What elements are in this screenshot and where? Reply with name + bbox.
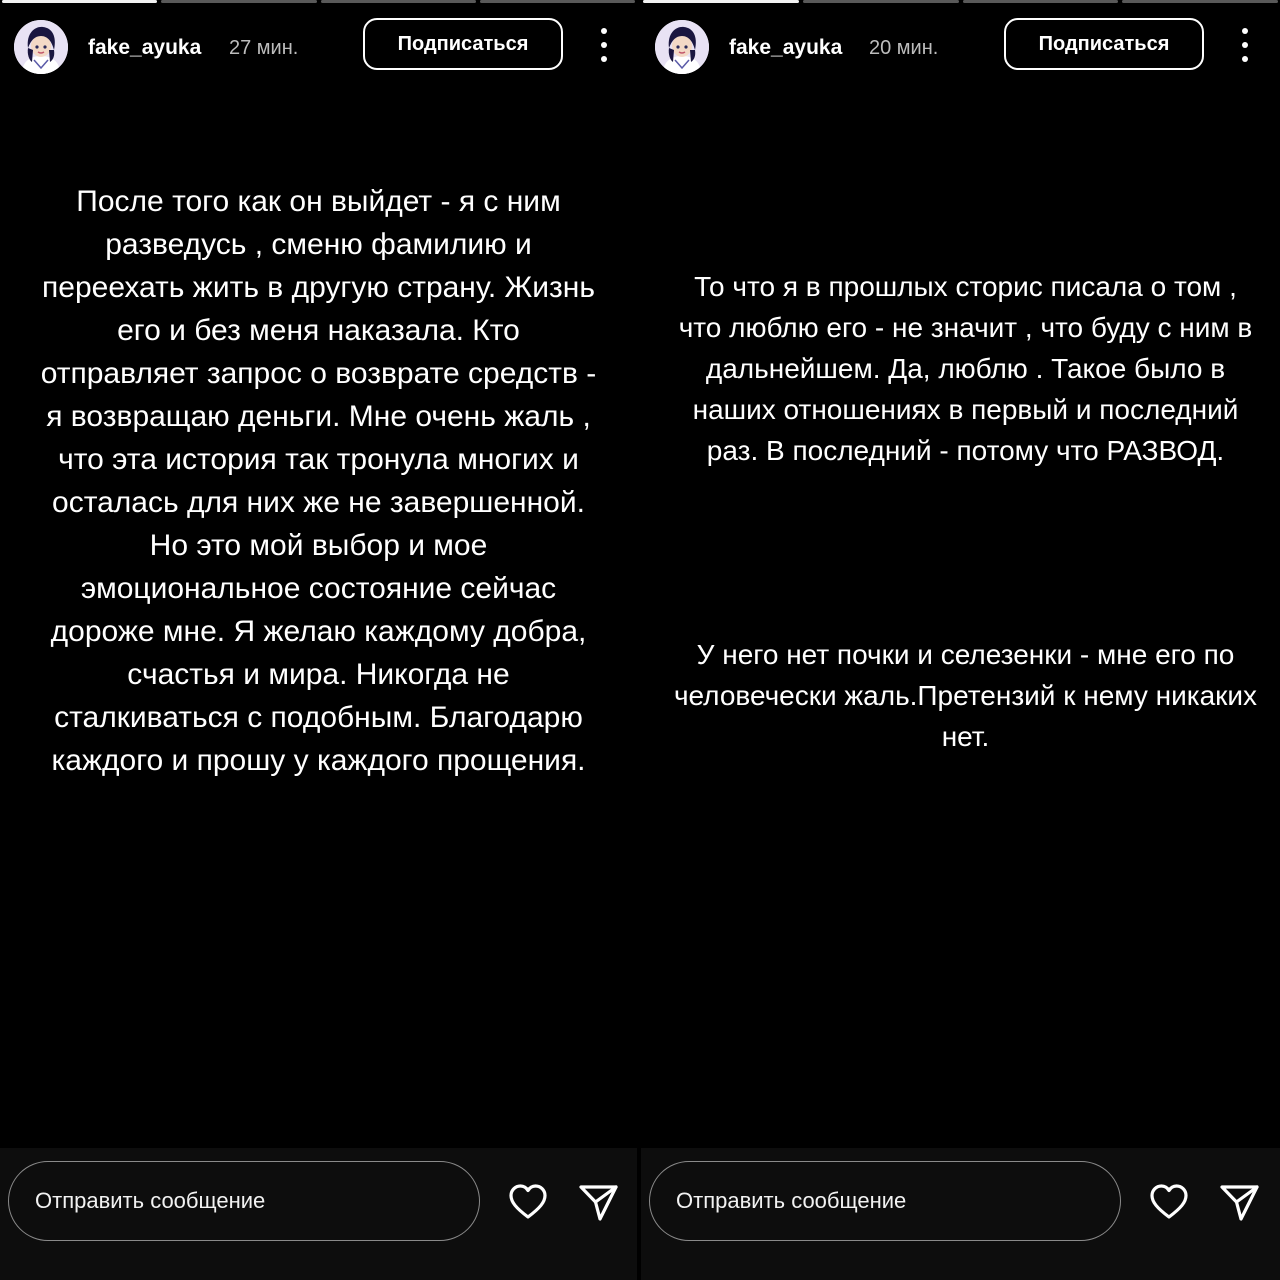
message-input[interactable]: [649, 1161, 1121, 1241]
progress-segment: [2, 0, 157, 3]
message-input[interactable]: [8, 1161, 480, 1241]
username[interactable]: fake_ayuka: [729, 36, 843, 59]
reply-bar: [0, 1148, 637, 1280]
follow-button[interactable]: Подписаться: [1004, 18, 1204, 70]
reply-bar: [641, 1148, 1280, 1280]
more-vertical-icon[interactable]: [592, 28, 616, 62]
progress-segment: [1122, 0, 1278, 3]
story-text: У него нет почки и селезенки - мне его по человечески жаль.Претензий к нему никаких нет.: [673, 639, 1258, 752]
username[interactable]: fake_ayuka: [88, 36, 202, 59]
story-header: [0, 16, 637, 76]
send-icon[interactable]: [576, 1180, 620, 1224]
progress-segment: [643, 0, 799, 3]
follow-button[interactable]: Подписаться: [363, 18, 563, 70]
avatar[interactable]: [655, 20, 709, 74]
progress-segment: [803, 0, 959, 3]
story-header: [641, 16, 1280, 76]
avatar-image: [655, 20, 709, 74]
post-time: 27 мин.: [229, 37, 299, 59]
heart-icon[interactable]: [1147, 1180, 1191, 1224]
heart-icon[interactable]: [506, 1180, 550, 1224]
progress-segment: [321, 0, 476, 3]
progress-segment: [161, 0, 316, 3]
avatar-image: [14, 20, 68, 74]
progress-segment: [480, 0, 635, 3]
post-time: 20 мин.: [869, 37, 939, 59]
story-text: То что я в прошлых сторис писала о том , что люблю его - не значит , что буду с ним в дальнейшем. Да, люблю . Такое было в наших отношениях в первый и последний раз. В последний - потому что РАЗВОД.: [678, 271, 1253, 466]
more-dot: [601, 28, 607, 34]
story-progress-bar: [643, 0, 1278, 4]
story-panel-left: [0, 0, 637, 1280]
more-dot: [601, 42, 607, 48]
send-icon[interactable]: [1217, 1180, 1261, 1224]
more-dot: [601, 56, 607, 62]
more-vertical-icon[interactable]: [1233, 28, 1257, 62]
story-progress-bar: [2, 0, 635, 4]
progress-segment: [963, 0, 1119, 3]
more-dot: [1242, 42, 1248, 48]
avatar[interactable]: [14, 20, 68, 74]
story-text: После того как он выйдет - я с ним разведусь , сменю фамилию и переехать жить в другую страну. Жизнь его и без меня наказала. Кто отправляет запрос о возврате средств - я возвращаю деньги. Мне очень жаль , что эта история так тронула многих и осталась для них же не завершенной. Но это мой выбор и мое эмоциональное состояние сейчас дороже мне. Я желаю каждому добра, счастья и мира. Никогда не сталкиваться с подобным. Благодарю каждого и прошу у каждого прощения.: [40, 185, 597, 777]
more-dot: [1242, 56, 1248, 62]
more-dot: [1242, 28, 1248, 34]
story-panel-right: [641, 0, 1280, 1280]
